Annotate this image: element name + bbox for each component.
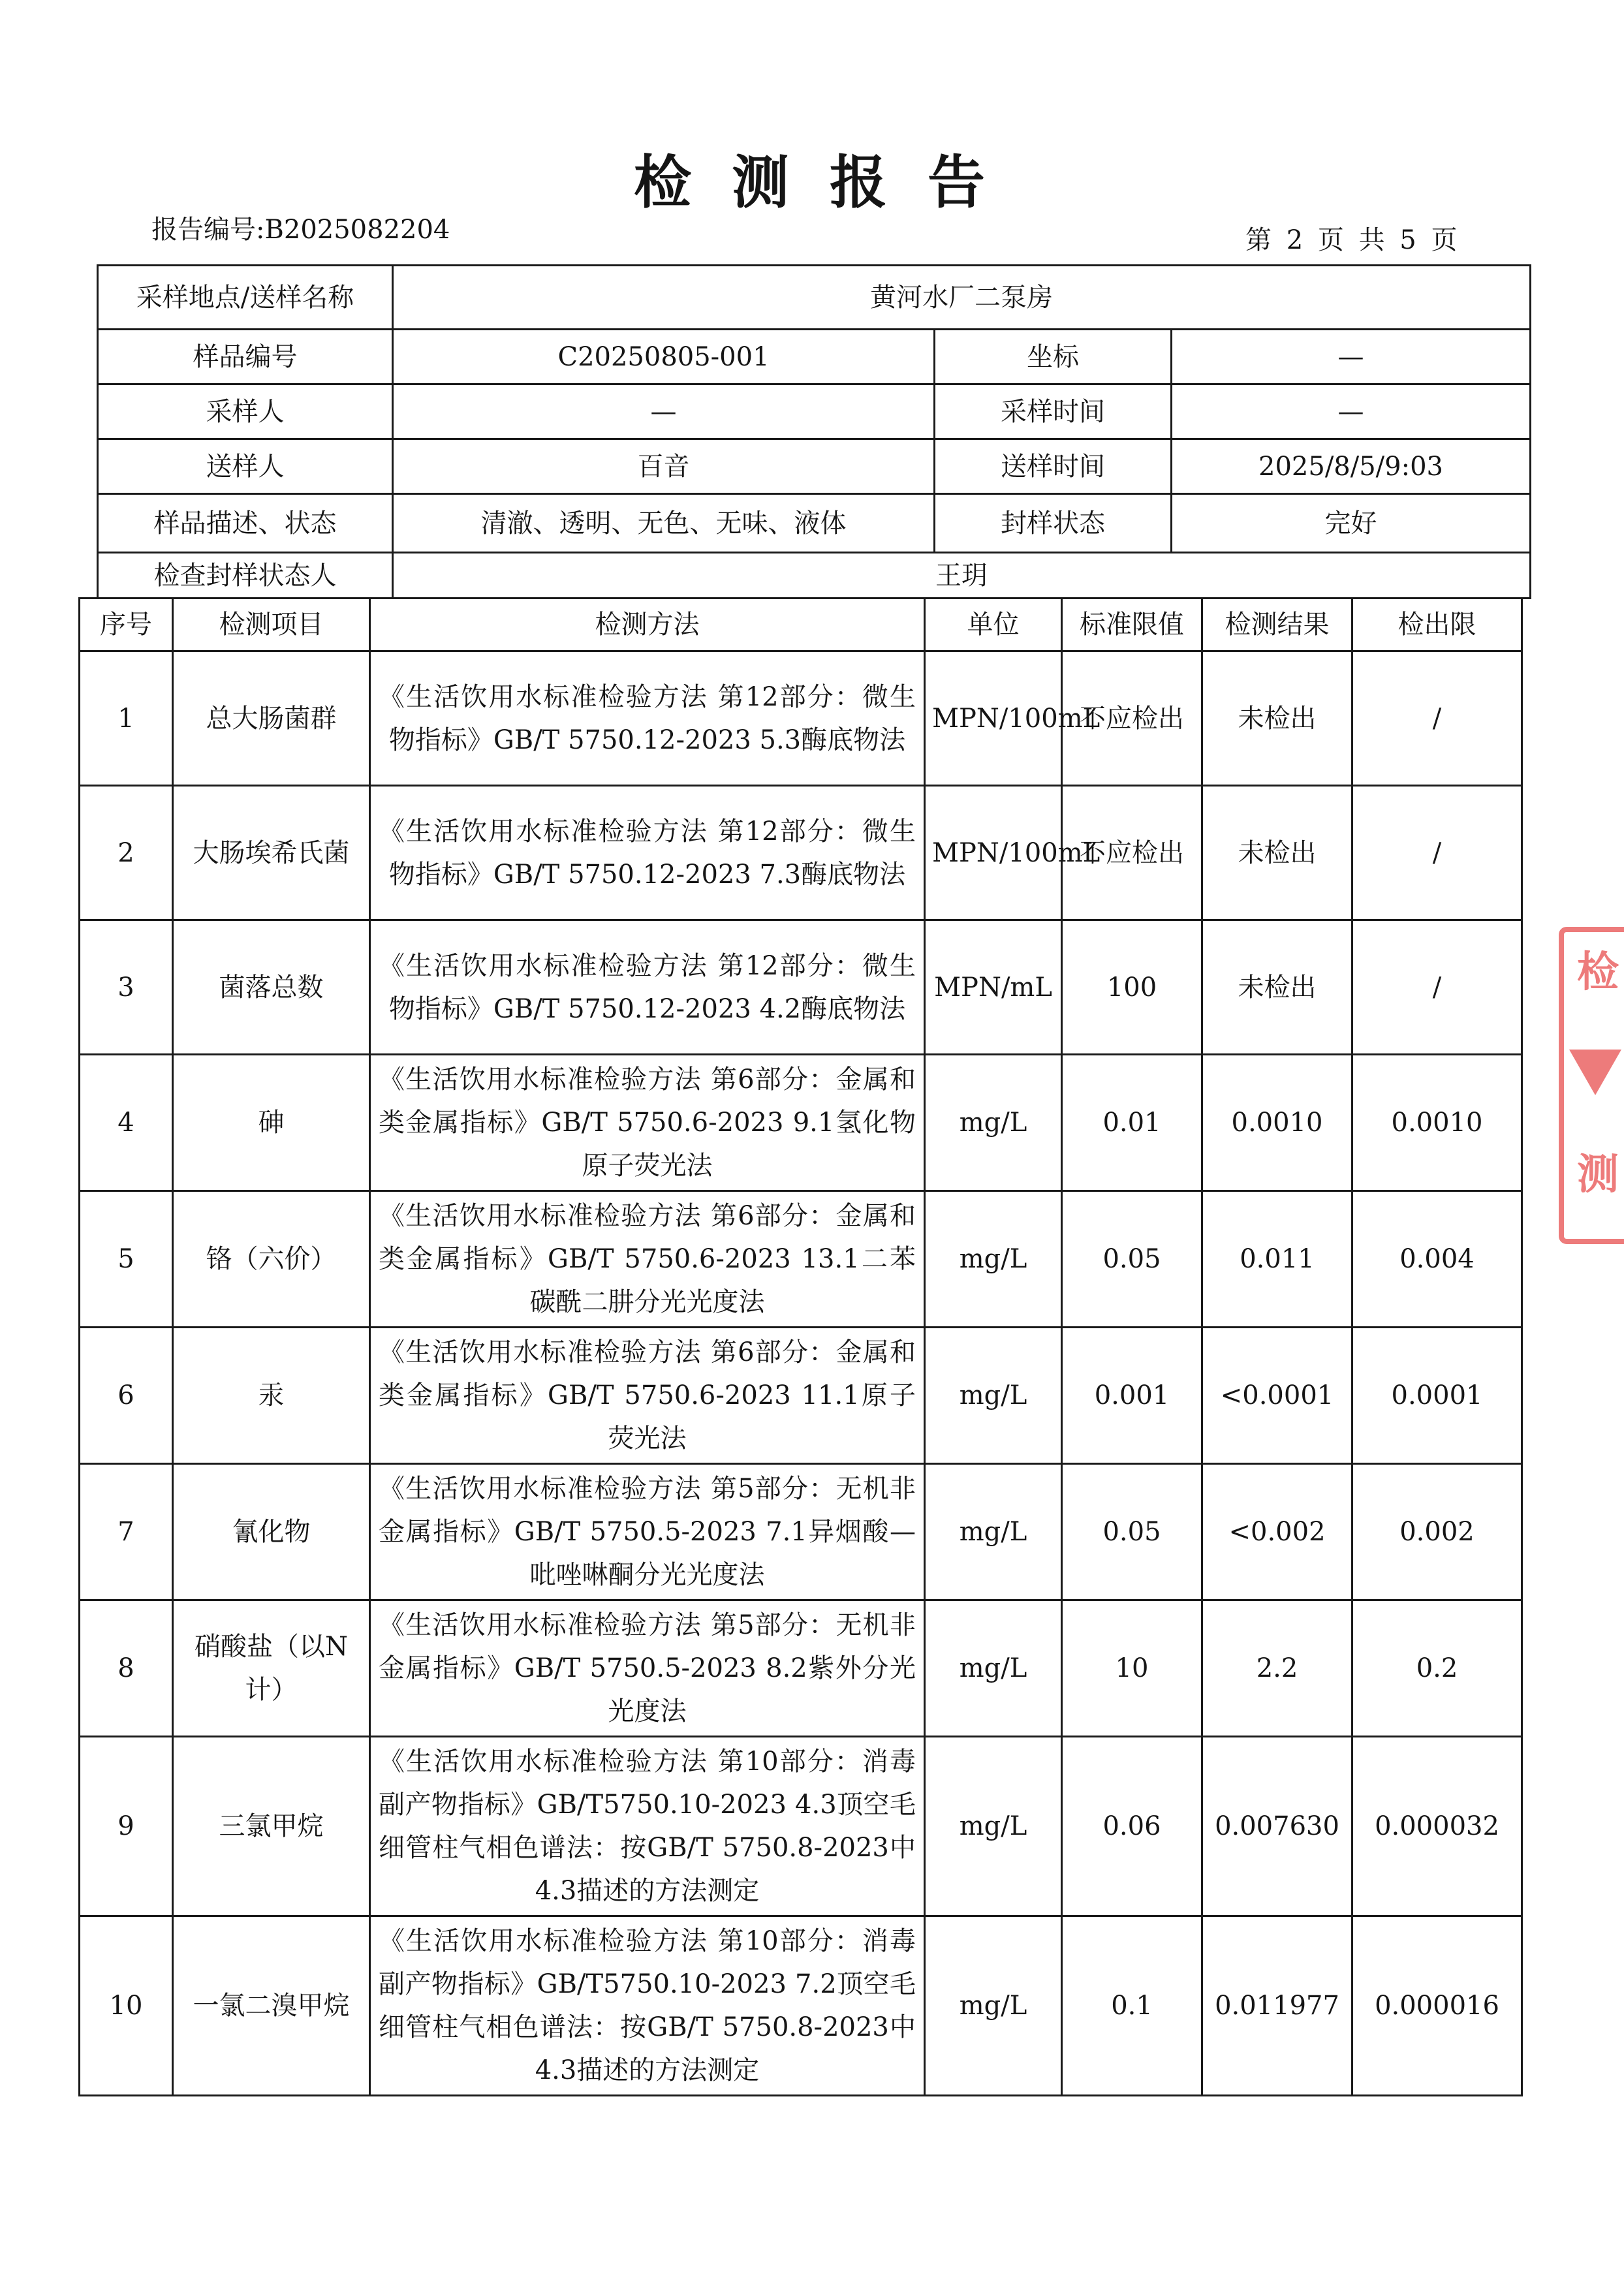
row-no-cell: 7 <box>80 1464 173 1600</box>
table-row <box>80 1464 1522 1600</box>
red-seal-stamp <box>1559 927 1624 1244</box>
row-item-cell: 汞 <box>173 1328 370 1464</box>
stamp-star-icon <box>1569 1050 1621 1095</box>
row-result-cell: 2.2 <box>1202 1600 1352 1737</box>
row-limit-cell: 0.01 <box>1062 1055 1202 1191</box>
sampling-time-value: — <box>1172 384 1531 439</box>
row-detect-limit-cell: 0.004 <box>1352 1191 1522 1328</box>
row-item-cell: 菌落总数 <box>173 920 370 1055</box>
row-limit-cell: 0.1 <box>1062 1916 1202 2096</box>
row-sampling-site <box>98 266 1531 330</box>
table-row <box>80 786 1522 920</box>
stamp-fragment-bottom: 测 <box>1577 1150 1619 1199</box>
coord-value: — <box>1172 330 1531 384</box>
row-no-cell: 6 <box>80 1328 173 1464</box>
row-method-cell: 《生活饮用水标准检验方法 第6部分：金属和类金属指标》GB/T 5750.6-2023 11.1原子荧光法 <box>370 1328 925 1464</box>
row-limit-cell: 0.05 <box>1062 1191 1202 1328</box>
row-limit-cell: 0.06 <box>1062 1737 1202 1916</box>
sampling-site-value: 黄河水厂二泵房 <box>393 266 1531 330</box>
row-method-cell: 《生活饮用水标准检验方法 第5部分：无机非金属指标》GB/T 5750.5-2023 8.2紫外分光光度法 <box>370 1600 925 1737</box>
table-row <box>80 1916 1522 2096</box>
row-result-cell: 0.007630 <box>1202 1737 1352 1916</box>
row-no-cell: 5 <box>80 1191 173 1328</box>
page-indicator: 第 2 页 共 5 页 <box>1245 225 1458 255</box>
row-item-cell: 砷 <box>173 1055 370 1191</box>
row-unit-cell: mg/L <box>925 1737 1062 1916</box>
seal-state-value: 完好 <box>1172 494 1531 553</box>
row-unit-cell: MPN/100mL <box>925 651 1062 786</box>
row-no-cell: 4 <box>80 1055 173 1191</box>
seal-state-label: 封样状态 <box>935 494 1172 553</box>
row-item-cell: 总大肠菌群 <box>173 651 370 786</box>
row-result-cell: 未检出 <box>1202 651 1352 786</box>
row-item-cell: 硝酸盐（以N计） <box>173 1600 370 1737</box>
inspector-label: 检查封样状态人 <box>98 553 393 599</box>
report-number <box>151 209 450 246</box>
row-unit-cell: mg/L <box>925 1055 1062 1191</box>
row-no-cell: 10 <box>80 1916 173 2096</box>
send-time-label: 送样时间 <box>935 439 1172 494</box>
header-method: 检测方法 <box>370 599 925 651</box>
row-method-cell: 《生活饮用水标准检验方法 第6部分：金属和类金属指标》GB/T 5750.6-2023 9.1氢化物原子荧光法 <box>370 1055 925 1191</box>
row-unit-cell: mg/L <box>925 1916 1062 2096</box>
row-item-cell: 大肠埃希氏菌 <box>173 786 370 920</box>
row-unit-cell: mg/L <box>925 1191 1062 1328</box>
row-detect-limit-cell: 0.0001 <box>1352 1328 1522 1464</box>
send-time-value: 2025/8/5/9:03 <box>1172 439 1531 494</box>
row-method-cell: 《生活饮用水标准检验方法 第10部分：消毒副产物指标》GB/T5750.10-2023 7.2顶空毛细管柱气相色谱法：按GB/T 5750.8-2023中4.3描述的方法测定 <box>370 1916 925 2096</box>
table-row <box>80 1328 1522 1464</box>
row-unit-cell: MPN/100mL <box>925 786 1062 920</box>
row-detect-limit-cell: / <box>1352 786 1522 920</box>
sample-no-value: C20250805-001 <box>393 330 935 384</box>
report-title: 检测报告 <box>633 148 1025 216</box>
stamp-fragment-top: 检 <box>1577 948 1619 997</box>
row-method-cell: 《生活饮用水标准检验方法 第5部分：无机非金属指标》GB/T 5750.5-2023 7.1异烟酸—吡唑啉酮分光光度法 <box>370 1464 925 1600</box>
row-result-cell: 未检出 <box>1202 920 1352 1055</box>
row-unit-cell: mg/L <box>925 1600 1062 1737</box>
inspector-value: 王玥 <box>393 553 1531 599</box>
table-row <box>80 1600 1522 1737</box>
row-method-cell: 《生活饮用水标准检验方法 第6部分：金属和类金属指标》GB/T 5750.6-2023 13.1二苯碳酰二肼分光光度法 <box>370 1191 925 1328</box>
table-row <box>80 1191 1522 1328</box>
row-result-cell: 0.011 <box>1202 1191 1352 1328</box>
row-detect-limit-cell: 0.2 <box>1352 1600 1522 1737</box>
row-item-cell: 三氯甲烷 <box>173 1737 370 1916</box>
row-method-cell: 《生活饮用水标准检验方法 第10部分：消毒副产物指标》GB/T5750.10-2023 4.3顶空毛细管柱气相色谱法：按GB/T 5750.8-2023中4.3描述的方法测定 <box>370 1737 925 1916</box>
table-row <box>80 651 1522 786</box>
sender-value: 百音 <box>393 439 935 494</box>
header-unit: 单位 <box>925 599 1062 651</box>
row-limit-cell: 100 <box>1062 920 1202 1055</box>
row-limit-cell: 10 <box>1062 1600 1202 1737</box>
row-sampler <box>98 384 1531 439</box>
row-no-cell: 2 <box>80 786 173 920</box>
report-number-value: B2025082204 <box>264 215 450 245</box>
row-detect-limit-cell: 0.0010 <box>1352 1055 1522 1191</box>
header-no: 序号 <box>80 599 173 651</box>
row-no-cell: 1 <box>80 651 173 786</box>
row-sample-no <box>98 330 1531 384</box>
header-detect-limit: 检出限 <box>1352 599 1522 651</box>
table-row <box>80 1737 1522 1916</box>
row-no-cell: 8 <box>80 1600 173 1737</box>
row-method-cell: 《生活饮用水标准检验方法 第12部分：微生物指标》GB/T 5750.12-2023 4.2酶底物法 <box>370 920 925 1055</box>
row-item-cell: 一氯二溴甲烷 <box>173 1916 370 2096</box>
description-label: 样品描述、状态 <box>98 494 393 553</box>
row-description <box>98 494 1531 553</box>
row-detect-limit-cell: / <box>1352 651 1522 786</box>
sampler-value: — <box>393 384 935 439</box>
sample-no-label: 样品编号 <box>98 330 393 384</box>
report-number-label: 报告编号: <box>151 215 265 245</box>
row-item-cell: 氰化物 <box>173 1464 370 1600</box>
row-unit-cell: mg/L <box>925 1464 1062 1600</box>
sampling-time-label: 采样时间 <box>935 384 1172 439</box>
sampler-label: 采样人 <box>98 384 393 439</box>
row-result-cell: <0.0001 <box>1202 1328 1352 1464</box>
row-method-cell: 《生活饮用水标准检验方法 第12部分：微生物指标》GB/T 5750.12-2023 5.3酶底物法 <box>370 651 925 786</box>
row-result-cell: 0.011977 <box>1202 1916 1352 2096</box>
row-limit-cell: 0.001 <box>1062 1328 1202 1464</box>
row-detect-limit-cell: / <box>1352 920 1522 1055</box>
table-row <box>80 920 1522 1055</box>
row-item-cell: 铬（六价） <box>173 1191 370 1328</box>
header-result: 检测结果 <box>1202 599 1352 651</box>
row-detect-limit-cell: 0.002 <box>1352 1464 1522 1600</box>
row-result-cell: <0.002 <box>1202 1464 1352 1600</box>
description-value: 清澈、透明、无色、无味、液体 <box>393 494 935 553</box>
row-unit-cell: mg/L <box>925 1328 1062 1464</box>
row-inspector <box>98 553 1531 599</box>
row-limit-cell: 不应检出 <box>1062 651 1202 786</box>
coord-label: 坐标 <box>935 330 1172 384</box>
results-header-row <box>80 599 1522 651</box>
row-method-cell: 《生活饮用水标准检验方法 第12部分：微生物指标》GB/T 5750.12-2023 7.3酶底物法 <box>370 786 925 920</box>
sampling-site-label: 采样地点/送样名称 <box>98 266 393 330</box>
row-no-cell: 9 <box>80 1737 173 1916</box>
results-table <box>78 597 1523 2096</box>
row-detect-limit-cell: 0.000016 <box>1352 1916 1522 2096</box>
row-unit-cell: MPN/mL <box>925 920 1062 1055</box>
row-limit-cell: 0.05 <box>1062 1464 1202 1600</box>
sample-info-table <box>97 264 1531 599</box>
row-result-cell: 0.0010 <box>1202 1055 1352 1191</box>
row-detect-limit-cell: 0.000032 <box>1352 1737 1522 1916</box>
sender-label: 送样人 <box>98 439 393 494</box>
row-result-cell: 未检出 <box>1202 786 1352 920</box>
table-row <box>80 1055 1522 1191</box>
header-limit: 标准限值 <box>1062 599 1202 651</box>
row-no-cell: 3 <box>80 920 173 1055</box>
row-limit-cell: 不应检出 <box>1062 786 1202 920</box>
row-sender <box>98 439 1531 494</box>
header-item: 检测项目 <box>173 599 370 651</box>
